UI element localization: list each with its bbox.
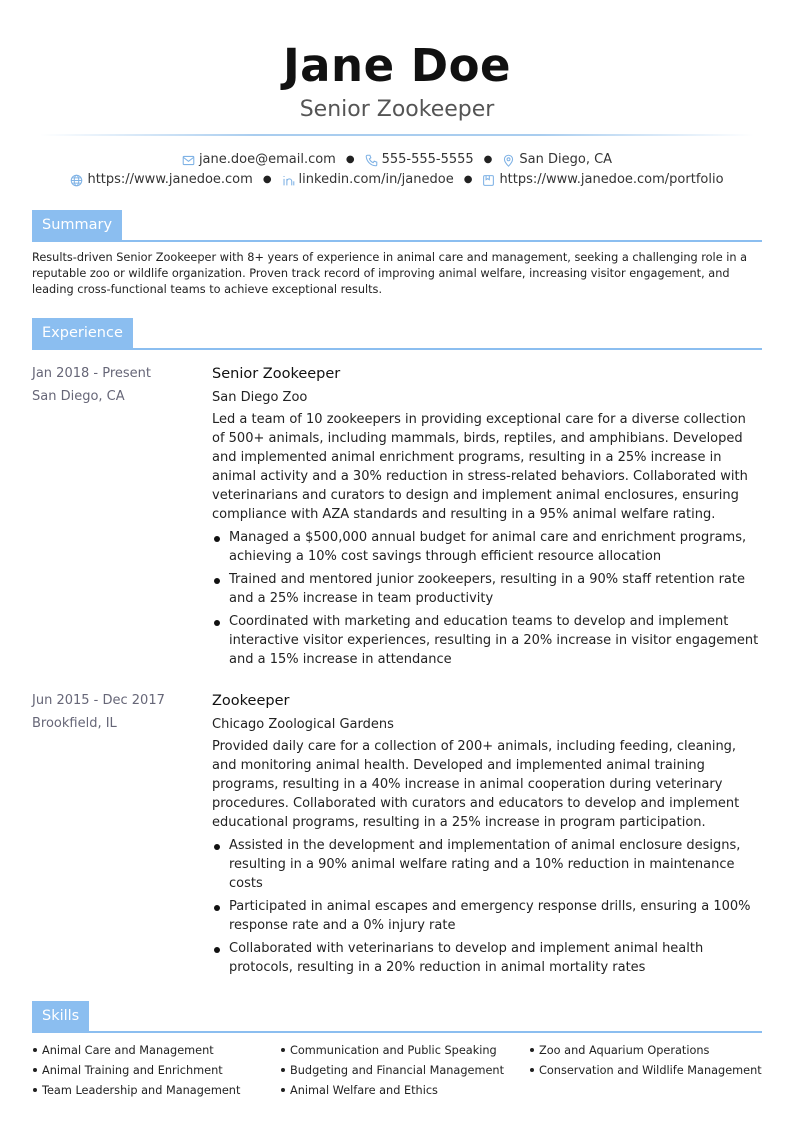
bullet-dot (281, 1088, 285, 1092)
bullet-dot (33, 1048, 37, 1052)
portfolio-icon (482, 174, 495, 187)
contact-location (502, 150, 612, 170)
job-location: San Diego, CA (32, 389, 125, 404)
job-company: Chicago Zoological Gardens (212, 717, 394, 732)
job-dates: Jun 2015 - Dec 2017 (32, 693, 165, 708)
contact-location-text: San Diego, CA (519, 152, 613, 167)
title-divider (40, 134, 754, 136)
skill-text: Animal Care and Management (42, 1044, 214, 1057)
bullet-dot (530, 1068, 534, 1072)
skills-list (32, 1041, 762, 1101)
candidate-name: Jane Doe (282, 39, 512, 92)
contact-phone-text: 555-555-5555 (381, 152, 474, 167)
job-bullets (212, 528, 762, 669)
skill-text: Team Leadership and Management (42, 1084, 241, 1097)
skill-text: Animal Welfare and Ethics (290, 1084, 438, 1097)
skill-item (529, 1041, 762, 1061)
summary-section-header (32, 210, 762, 242)
job-bullets (212, 836, 762, 977)
job-meta (32, 362, 212, 673)
section-rule (32, 240, 762, 242)
skill-item (32, 1061, 280, 1081)
skill-text: Animal Training and Enrichment (42, 1064, 223, 1077)
location-icon (502, 154, 515, 167)
skill-text: Zoo and Aquarium Operations (539, 1044, 710, 1057)
candidate-title: Senior Zookeeper (299, 97, 495, 122)
job-details (212, 362, 762, 673)
skills-heading: Skills (32, 1001, 89, 1031)
skill-item (32, 1081, 280, 1101)
contact-portfolio-text: https://www.janedoe.com/portfolio (499, 172, 724, 187)
contact-phone[interactable] (365, 150, 474, 170)
bullet-dot (33, 1088, 37, 1092)
contact-email[interactable] (182, 150, 336, 170)
bullet-dot (281, 1068, 285, 1072)
contact-website-text: https://www.janedoe.com (87, 172, 253, 187)
contact-separator: ● (463, 174, 473, 185)
skill-item (280, 1061, 529, 1081)
job-description: Led a team of 10 zookeepers in providing exceptional care for a diverse collection of 500+ animals, including mammals, birds, reptiles, and amphibians. Developed and implemented animal enrichment programs, resulting in a 25% increase in animal activity and a 30% reduction in stress-related behaviors. Collaborated with veterinarians and curators to design and implement animal enclosures, ensuring compliance with AZA standards and resulting in a 95% animal welfare rating. (212, 412, 748, 522)
bullet-dot (530, 1048, 534, 1052)
experience-entry (32, 689, 762, 981)
bullet-dot (281, 1048, 285, 1052)
experience-heading: Experience (32, 318, 133, 348)
skill-text: Budgeting and Financial Management (290, 1064, 505, 1077)
contact-line-1 (32, 150, 762, 170)
contact-linkedin-text: linkedin.com/in/janedoe (298, 172, 454, 187)
skill-item (529, 1061, 762, 1081)
job-role: Zookeeper (212, 693, 290, 709)
contact-email-text: jane.doe@email.com (198, 152, 336, 167)
skill-text: Communication and Public Speaking (290, 1044, 497, 1057)
job-bullet: Managed a $500,000 annual budget for animal care and enrichment programs, achieving a 10% cost savings through efficient resource allocation (212, 528, 762, 566)
globe-icon (70, 174, 83, 187)
phone-icon (365, 154, 378, 167)
job-bullet: Coordinated with marketing and education teams to develop and implement interactive visitor experiences, resulting in a 20% increase in visitor engagement and a 15% increase in attendance (212, 612, 762, 669)
job-description: Provided daily care for a collection of 200+ animals, including feeding, cleaning, and monitoring animal health. Developed and implemented animal training programs, resulting in a 40% increase in animal cooperation during veterinary procedures. Collaborated with curators and educators to develop and implement educational programs, resulting in a 25% increase in program participation. (212, 739, 740, 830)
summary-text: Results-driven Senior Zookeeper with 8+ years of experience in animal care and management, seeking a challenging role in a reputable zoo or wildlife organization. Proven track record of improving animal welfare, increasing visitor engagement, and leading cross-functional teams to achieve exceptional results. (32, 251, 748, 296)
job-bullet: Trained and mentored junior zookeepers, resulting in a 90% staff retention rate and a 25% increase in team productivity (212, 570, 762, 608)
job-meta (32, 689, 212, 981)
contact-website[interactable] (70, 170, 252, 190)
section-rule (32, 1031, 762, 1033)
skills-section-header (32, 1001, 762, 1033)
contact-line-2 (32, 170, 762, 190)
job-location: Brookfield, IL (32, 716, 117, 731)
contact-separator: ● (345, 154, 355, 165)
experience-section-header (32, 318, 762, 350)
experience-entry (32, 362, 762, 673)
mail-icon (182, 154, 195, 167)
skill-item (32, 1041, 280, 1061)
contact-portfolio[interactable] (482, 170, 723, 190)
bullet-dot (33, 1068, 37, 1072)
summary-heading: Summary (32, 210, 122, 240)
job-bullet: Collaborated with veterinarians to develop and implement animal health protocols, resulting in a 20% reduction in animal mortality rates (212, 939, 762, 977)
job-bullet: Assisted in the development and implementation of animal enclosure designs, resulting in a 90% animal welfare rating and a 10% reduction in maintenance costs (212, 836, 762, 893)
section-rule (32, 348, 762, 350)
job-details (212, 689, 762, 981)
skill-text: Conservation and Wildlife Management (539, 1064, 762, 1077)
job-dates: Jan 2018 - Present (32, 366, 151, 381)
job-role: Senior Zookeeper (212, 366, 341, 382)
skill-item (280, 1041, 529, 1061)
job-bullet: Participated in animal escapes and emergency response drills, ensuring a 100% response rate and a 0% injury rate (212, 897, 762, 935)
linkedin-icon (282, 174, 295, 187)
skill-item (280, 1081, 529, 1101)
contact-linkedin[interactable] (282, 170, 454, 190)
contact-separator: ● (262, 174, 272, 185)
job-company: San Diego Zoo (212, 390, 308, 405)
contact-separator: ● (483, 154, 493, 165)
